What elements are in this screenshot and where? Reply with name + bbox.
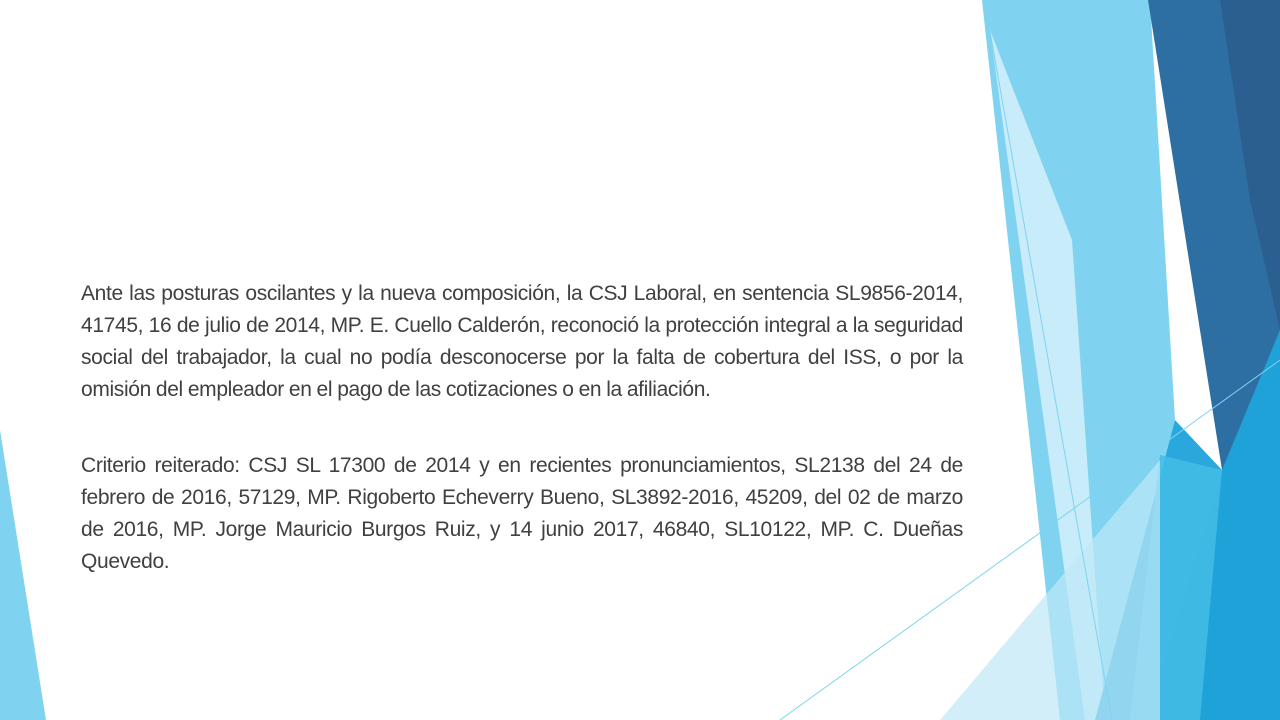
paragraph-sentencia: Ante las posturas oscilantes y la nueva composición, la CSJ Laboral, en sentencia SL9856-2014, 41745, 16 de julio de 2014, MP. E. Cuello Calderón, reconoció la protección integral a la seguridad social del trabajador, la cual no podía desconocerse por la falta de cobertura del ISS, o por la omisión del empleador en el pago de las cotizaciones o en la afiliación. bbox=[81, 282, 963, 401]
left-edge-facet bbox=[0, 430, 46, 720]
content-text-block bbox=[81, 278, 963, 578]
paragraph-criterio-reiterado: Criterio reiterado: CSJ SL 17300 de 2014 y en recientes pronunciamientos, SL2138 del 24 de febrero de 2016, 57129, MP. Rigoberto Echeverry Bueno, SL3892-2016, 45209, del 02 de marzo de 2016, MP. Jorge Mauricio Burgos Ruiz, y 14 junio 2017, 46840, SL10122, MP. C. Dueñas Quevedo. bbox=[81, 454, 963, 573]
